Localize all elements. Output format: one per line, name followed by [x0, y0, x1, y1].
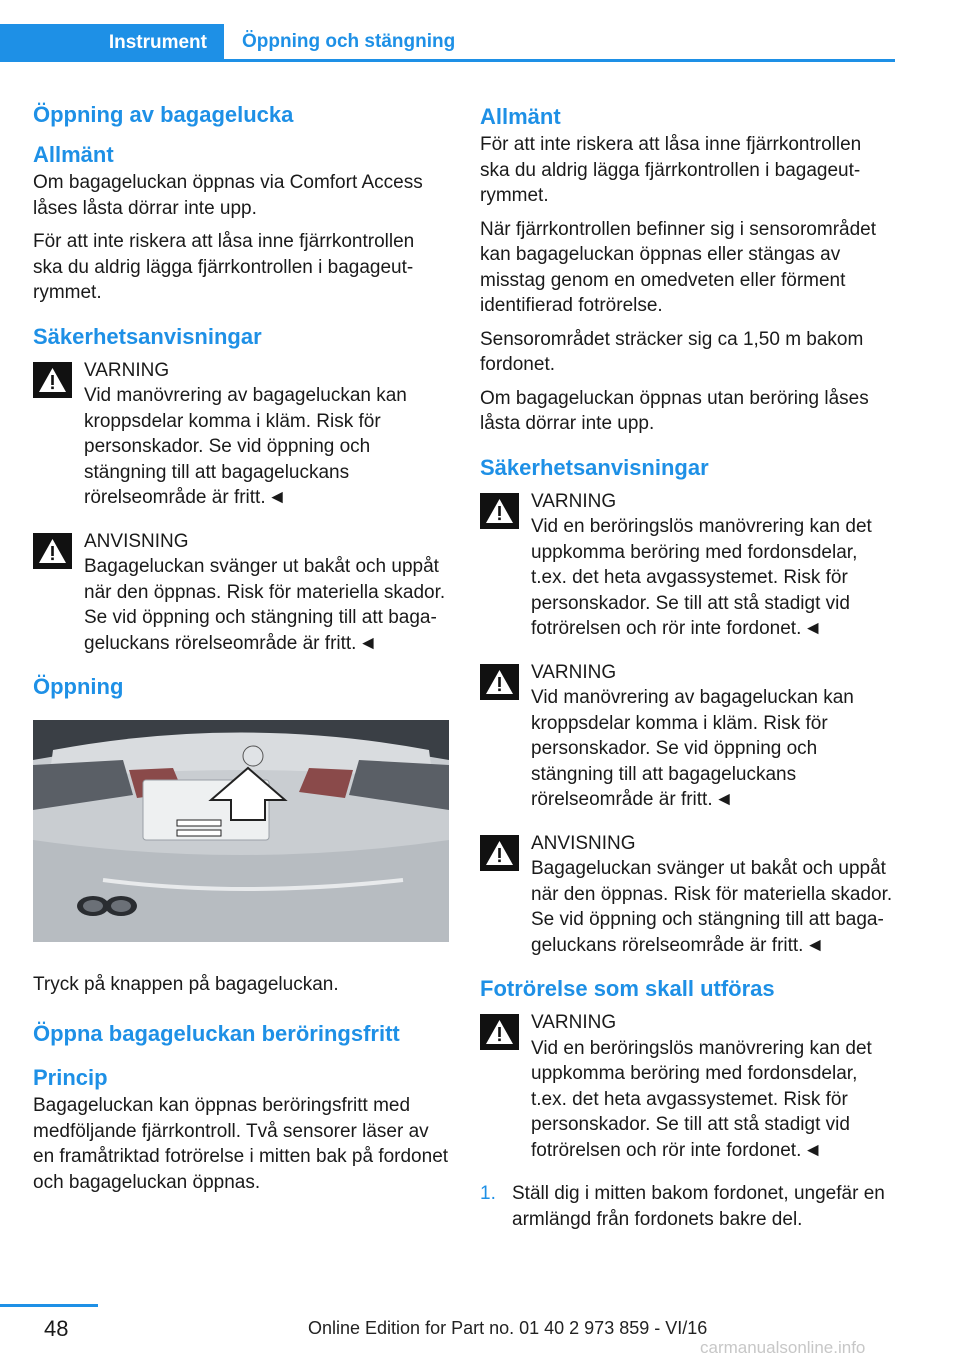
paragraph: När fjärrkontrollen befinner sig i sensorområdet kan bagageluckan öppnas eller stängas av misstag genom en omedveten eller förment identifierad fotrörelse.: [480, 218, 877, 316]
step-text: Ställ dig i mitten bakom fordonet, ungefär en armlängd från fordonets bakre del.: [512, 1183, 885, 1230]
notice-label: ANVISNING: [84, 530, 189, 552]
warning-block: [480, 660, 896, 813]
notice-text: Bagageluckan svänger ut bakåt och uppåt när den öppnas. Risk för materiella skador. Se vid öppning och stängning till att bagageluckans rörelseområde är fritt.: [531, 858, 893, 956]
heading-foot-motion: Fotrörelse som skall utföras: [480, 976, 775, 1001]
warning-text: Vid en beröringslös manövrering kan det uppkomma beröring med fordonsdelar, t.ex. det heta avgassystemet. Risk för personskador. Se till att stå stadigt vid fotrörelsen och rör inte fordonet.: [531, 516, 872, 639]
warning-block: [480, 1010, 896, 1163]
end-mark: ◄: [805, 934, 825, 956]
page-number: 48: [44, 1316, 69, 1341]
heading-principle: Princip: [33, 1065, 108, 1090]
heading-touchless: Öppna bagageluckan beröringsfritt: [33, 1021, 400, 1046]
paragraph: Om bagageluckan öppnas utan beröring låses låsta dörrar inte upp.: [480, 387, 869, 434]
tab-instrument[interactable]: Instrument: [0, 24, 224, 62]
notice-text: Bagageluckan svänger ut bakåt och uppåt när den öppnas. Risk för materiella skador. Se vid öppning och stängning till att bagageluckans rörelseområde är fritt.: [84, 556, 446, 654]
paragraph: För att inte riskera att låsa inne fjärrkontrollen ska du aldrig lägga fjärrkontrollen i bagageutrymmet.: [33, 231, 415, 303]
right-column: [480, 100, 896, 1232]
edition-note: Online Edition for Part no. 01 40 2 973 859 - VI/16: [308, 1318, 708, 1338]
warning-text: Vid manövrering av bagageluckan kan kroppsdelar komma i kläm. Risk för personskador. Se vid öppning och stängning till att bagageluckans rörelseområde är fritt.: [531, 687, 854, 810]
header-rule: [0, 59, 895, 62]
heading-safety: Säkerhetsanvisningar: [480, 454, 709, 480]
notice-block: [33, 529, 449, 657]
figure-caption: Tryck på knappen på bagageluckan.: [33, 973, 339, 995]
watermark: carmanualsonline.info: [700, 1338, 866, 1357]
end-mark: ◄: [803, 618, 823, 639]
header-bar: [0, 24, 895, 62]
paragraph: Bagageluckan kan öppnas beröringsfritt med medföljande fjärrkontroll. Två sensorer läser av en framåtriktad fotrörelse i mitten bak på fordonet och bagageluckan öppnas.: [33, 1095, 449, 1193]
end-mark: ◄: [267, 487, 287, 508]
end-mark: ◄: [358, 632, 378, 654]
heading-safety: Säkerhetsanvisningar: [33, 323, 262, 349]
warning-label: VARNING: [531, 490, 617, 512]
warning-label: VARNING: [531, 661, 617, 683]
end-mark: ◄: [714, 789, 734, 810]
trunk-lid-figure: [33, 720, 449, 942]
warning-label: VARNING: [531, 1012, 617, 1033]
notice-label: ANVISNING: [531, 832, 636, 854]
tab-opening-closing[interactable]: Öppning och stängning: [242, 30, 456, 52]
paragraph: Om bagageluckan öppnas via Comfort Access låses låsta dörrar inte upp.: [33, 172, 423, 219]
footer-rule: [0, 1304, 98, 1307]
heading-general: Allmänt: [480, 104, 561, 129]
paragraph: För att inte riskera att låsa inne fjärrkontrollen ska du aldrig lägga fjärrkontrollen i bagageutrymmet.: [480, 134, 862, 206]
section-title: Öppning av bagagelucka: [33, 102, 294, 127]
warning-block: [33, 358, 449, 511]
heading-general: Allmänt: [33, 142, 114, 167]
heading-opening: Öppning: [33, 674, 124, 699]
paragraph: Sensorområdet sträcker sig ca 1,50 m bakom fordonet.: [480, 328, 864, 375]
step-item: [480, 1181, 896, 1232]
step-number: 1.: [480, 1183, 496, 1204]
notice-block: [480, 831, 896, 959]
end-mark: ◄: [803, 1139, 823, 1161]
warning-text: Vid manövrering av bagageluckan kan kroppsdelar komma i kläm. Risk för personskador. Se vid öppning och stängning till att bagageluckans rörelseområde är fritt.: [84, 385, 407, 508]
warning-text: Vid en beröringslös manövrering kan det uppkomma beröring med fordonsdelar, t.ex. det heta avgassystemet. Risk för personskador. Se till att stå stadigt vid fotrörelsen och rör inte fordonet.: [531, 1037, 872, 1161]
left-column: [33, 100, 449, 1203]
warning-label: VARNING: [84, 359, 170, 381]
warning-block: [480, 489, 896, 642]
